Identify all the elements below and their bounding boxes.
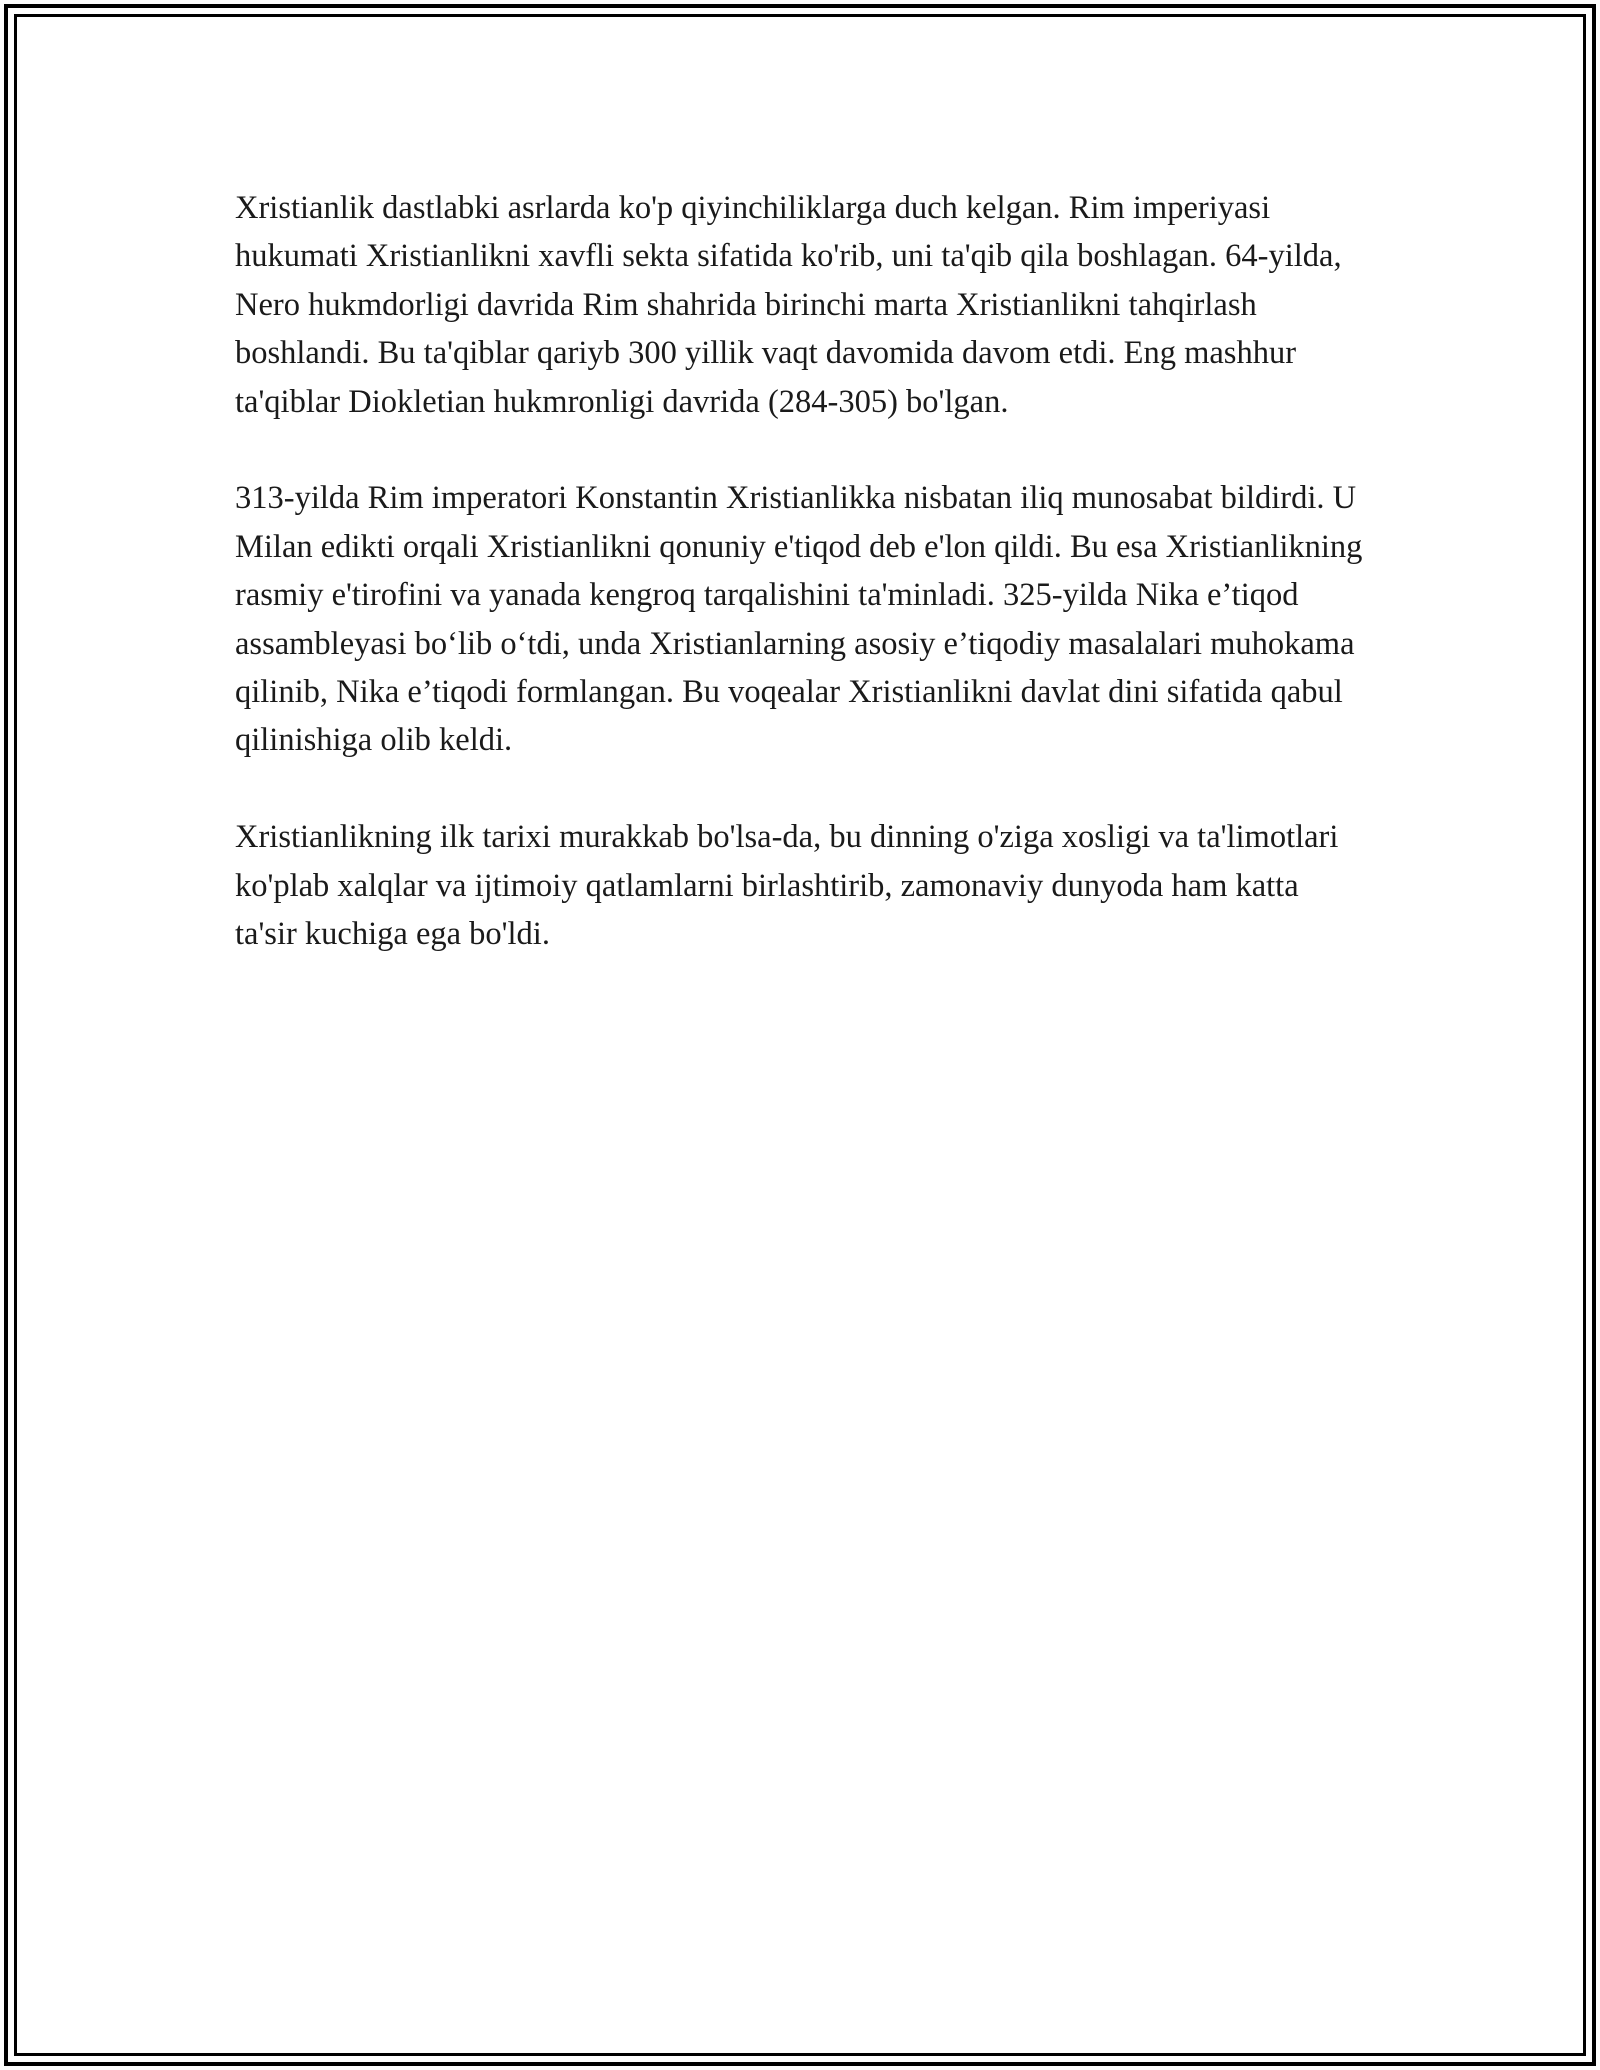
document-body bbox=[235, 184, 1365, 1007]
paragraph-conclusion: Xristianlikning ilk tarixi murakkab bo'lsa-da, bu dinning o'ziga xosligi va ta'limotlari ko'plab xalqlar va ijtimoiy qatlamlarni birlashtirib, zamonaviy dunyoda ham katta ta'sir kuchiga ega bo'ldi. bbox=[235, 819, 1339, 953]
paragraph-constantine: 313-yilda Rim imperatori Konstantin Xristianlikka nisbatan iliq munosabat bildirdi. U Milan edikti orqali Xristianlikni qonuniy e'tiqod deb e'lon qildi. Bu esa Xristianlikning rasmiy e'tirofini va yanada kengroq tarqalishini ta'minladi. 325-yilda Nika e’tiqod assambleyasi bo‘lib o‘tdi, unda Xristianlarning asosiy e’tiqodiy masalalari muhokama qilinib, Nika e’tiqodi formlangan. Bu voqealar Xristianlikni davlat dini sifatida qabul qilinishiga olib keldi. bbox=[235, 480, 1363, 759]
paragraph-persecution: Xristianlik dastlabki asrlarda ko'p qiyinchiliklarga duch kelgan. Rim imperiyasi hukumati Xristianlikni xavfli sekta sifatida ko'rib, uni ta'qib qila boshlagan. 64-yilda, Nero hukmdorligi davrida Rim shahrida birinchi marta Xristianlikni tahqirlash boshlandi. Bu ta'qiblar qariyb 300 yillik vaqt davomida davom etdi. Eng mashhur ta'qiblar Diokletian hukmronligi davrida (284-305) bo'lgan. bbox=[235, 190, 1342, 420]
